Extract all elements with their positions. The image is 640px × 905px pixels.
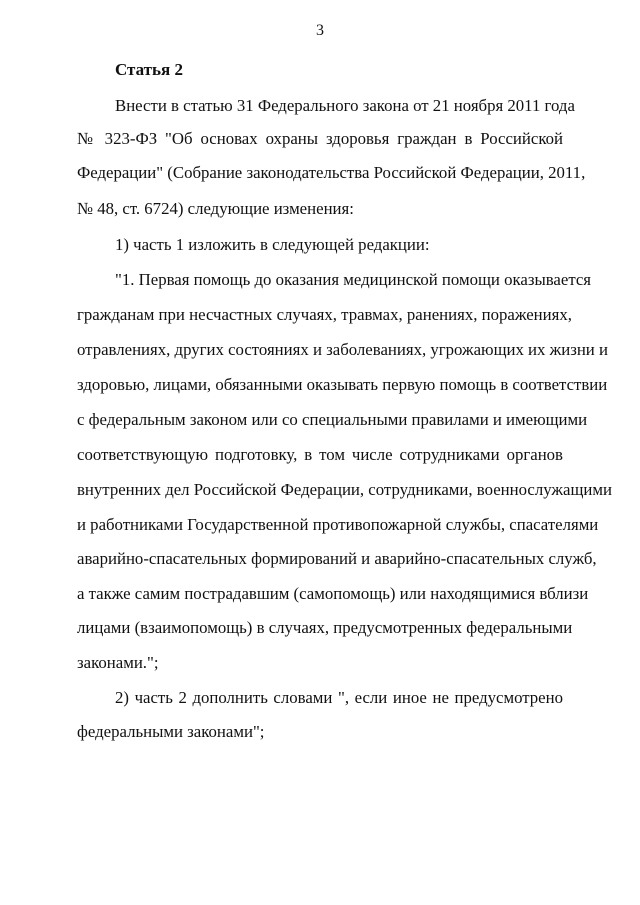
list-item-line: 2) часть 2 дополнить словами ", если иное не предусмотрено	[115, 688, 563, 707]
quoted-text-line: внутренних дел Российской Федерации, сотрудниками, военнослужащими	[77, 480, 612, 499]
quoted-text-line: соответствующую подготовку, в том числе сотрудниками органов	[77, 445, 563, 464]
paragraph-line: № 323-ФЗ "Об основах охраны здоровья граждан в Российской	[77, 129, 563, 148]
quoted-text-line: с федеральным законом или со специальными правилами и имеющими	[77, 410, 588, 429]
quoted-text-line: и работниками Государственной противопожарной службы, спасателями	[77, 515, 599, 534]
quoted-text-line: аварийно-спасательных формирований и аварийно-спасательных служб,	[77, 549, 597, 568]
list-item-line: 1) часть 1 изложить в следующей редакции:	[115, 235, 430, 254]
list-item-line: федеральными законами";	[77, 722, 265, 741]
quoted-text-line: "1. Первая помощь до оказания медицинской помощи оказывается	[115, 270, 592, 289]
paragraph-line: Федерации" (Собрание законодательства Российской Федерации, 2011,	[77, 163, 586, 182]
quoted-text-line: законами.";	[77, 653, 159, 672]
quoted-text-line: отравлениях, других состояниях и заболеваниях, угрожающих их жизни и	[77, 340, 608, 359]
quoted-text-line: лицами (взаимопомощь) в случаях, предусмотренных федеральными	[77, 618, 573, 637]
page-number: 3	[316, 22, 324, 39]
article-heading: Статья 2	[115, 60, 183, 79]
quoted-text-line: а также самим пострадавшим (самопомощь) или находящимися вблизи	[77, 584, 589, 603]
paragraph-line: № 48, ст. 6724) следующие изменения:	[77, 199, 354, 218]
quoted-text-line: здоровью, лицами, обязанными оказывать первую помощь в соответствии	[77, 375, 608, 394]
paragraph-line: Внести в статью 31 Федерального закона от 21 ноября 2011 года	[115, 96, 575, 115]
quoted-text-line: гражданам при несчастных случаях, травмах, ранениях, поражениях,	[77, 305, 572, 324]
